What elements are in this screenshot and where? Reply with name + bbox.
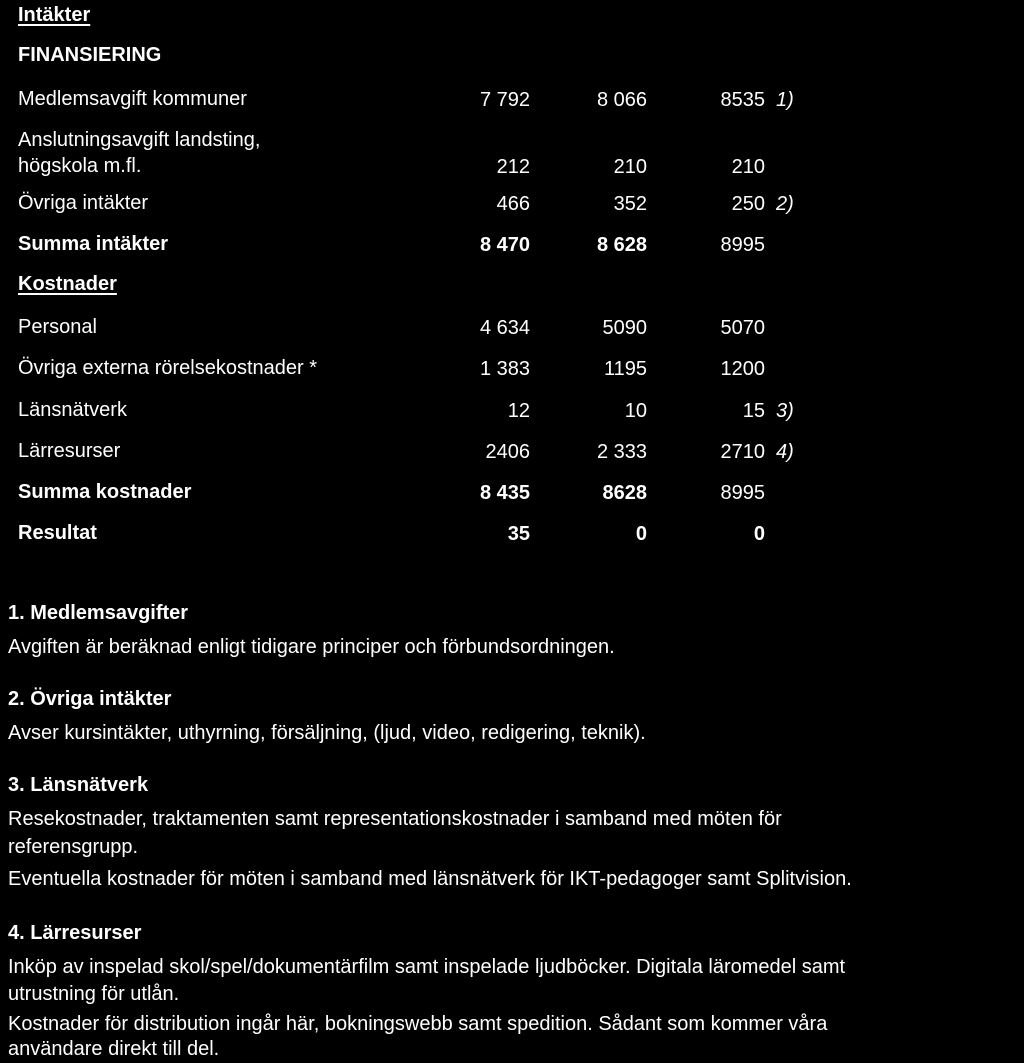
- value-resultat-col2: 0: [635, 523, 647, 545]
- value-personal-col3: 5070: [720, 317, 765, 339]
- note-3-text1-line1: Resekostnader, traktamenten samt representationskostnader i samband med möten för: [8, 808, 782, 830]
- row-label-personal: Personal: [18, 316, 97, 338]
- value-lansnatverk-col1: 12: [507, 400, 530, 422]
- value-larresurser-col1: 2406: [485, 441, 530, 463]
- note-1-text: Avgiften är beräknad enligt tidigare principer och förbundsordningen.: [8, 636, 615, 658]
- note-3-text1-line2: referensgrupp.: [8, 836, 139, 858]
- value-ovriga-intakter-col3: 250: [731, 193, 765, 215]
- row-label-anslutning-line1: Anslutningsavgift landsting,: [18, 129, 261, 151]
- value-lansnatverk-col3: 15: [742, 400, 765, 422]
- value-resultat-col3: 0: [753, 523, 765, 545]
- value-medlemsavgift-col1: 7 792: [479, 89, 530, 111]
- financing-heading: FINANSIERING: [18, 44, 162, 66]
- value-ovriga-externa-col3: 1200: [720, 358, 765, 380]
- note-4-text1-line2: utrustning för utlån.: [8, 983, 180, 1005]
- row-label-lansnatverk: Länsnätverk: [18, 399, 127, 421]
- value-anslutning-col3: 210: [731, 156, 765, 178]
- value-ovriga-externa-col1: 1 383: [479, 358, 530, 380]
- note-4-text2-line2: användare direkt till del.: [8, 1038, 220, 1060]
- value-medlemsavgift-col3: 8535: [720, 89, 765, 111]
- value-lansnatverk-col2: 10: [624, 400, 647, 422]
- note-4-text1-line1: Inköp av inspelad skol/spel/dokumentärfilm samt inspelade ljudböcker. Digitala läromedel samt: [8, 956, 846, 978]
- note-2-text: Avser kursintäkter, uthyrning, försäljning, (ljud, video, redigering, teknik).: [8, 722, 646, 744]
- value-summa-intakter-col3: 8995: [720, 234, 765, 256]
- value-summa-intakter-col1: 8 470: [479, 234, 530, 256]
- note-ref-ovriga-intakter: 2): [776, 193, 794, 215]
- row-label-larresurser: Lärresurser: [18, 440, 121, 462]
- value-anslutning-col2: 210: [613, 156, 647, 178]
- value-summa-kostnader-col1: 8 435: [479, 482, 530, 504]
- value-larresurser-col2: 2 333: [596, 441, 647, 463]
- value-ovriga-intakter-col1: 466: [496, 193, 530, 215]
- row-label-medlemsavgift: Medlemsavgift kommuner: [18, 88, 247, 110]
- value-anslutning-col1: 212: [496, 156, 530, 178]
- note-4-title: 4. Lärresurser: [8, 922, 142, 944]
- costs-heading: Kostnader: [18, 273, 117, 295]
- row-label-summa-kostnader: Summa kostnader: [18, 481, 192, 503]
- note-3-title: 3. Länsnätverk: [8, 774, 149, 796]
- note-ref-larresurser: 4): [776, 441, 794, 463]
- value-larresurser-col3: 2710: [720, 441, 765, 463]
- value-summa-kostnader-col3: 8995: [720, 482, 765, 504]
- value-medlemsavgift-col2: 8 066: [596, 89, 647, 111]
- row-label-resultat: Resultat: [18, 522, 97, 544]
- row-label-ovriga-externa: Övriga externa rörelsekostnader *: [18, 357, 318, 379]
- note-2-title: 2. Övriga intäkter: [8, 688, 172, 710]
- note-ref-medlemsavgift: 1): [776, 89, 794, 111]
- note-3-text2: Eventuella kostnader för möten i samband med länsnätverk för IKT-pedagoger samt Splitvision.: [8, 868, 852, 890]
- row-label-ovriga-intakter: Övriga intäkter: [18, 192, 149, 214]
- note-1-title: 1. Medlemsavgifter: [8, 602, 189, 624]
- value-personal-col1: 4 634: [479, 317, 530, 339]
- value-summa-kostnader-col2: 8628: [602, 482, 647, 504]
- value-ovriga-externa-col2: 1195: [603, 358, 647, 380]
- value-personal-col2: 5090: [602, 317, 647, 339]
- value-ovriga-intakter-col2: 352: [613, 193, 647, 215]
- row-label-summa-intakter: Summa intäkter: [18, 233, 169, 255]
- note-ref-lansnatverk: 3): [776, 400, 794, 422]
- value-resultat-col1: 35: [507, 523, 530, 545]
- value-summa-intakter-col2: 8 628: [596, 234, 647, 256]
- row-label-anslutning-line2: högskola m.fl.: [18, 155, 142, 177]
- income-heading: Intäkter: [18, 4, 91, 26]
- note-4-text2-line1: Kostnader för distribution ingår här, bokningswebb samt spedition. Sådant som kommer våra: [8, 1013, 828, 1035]
